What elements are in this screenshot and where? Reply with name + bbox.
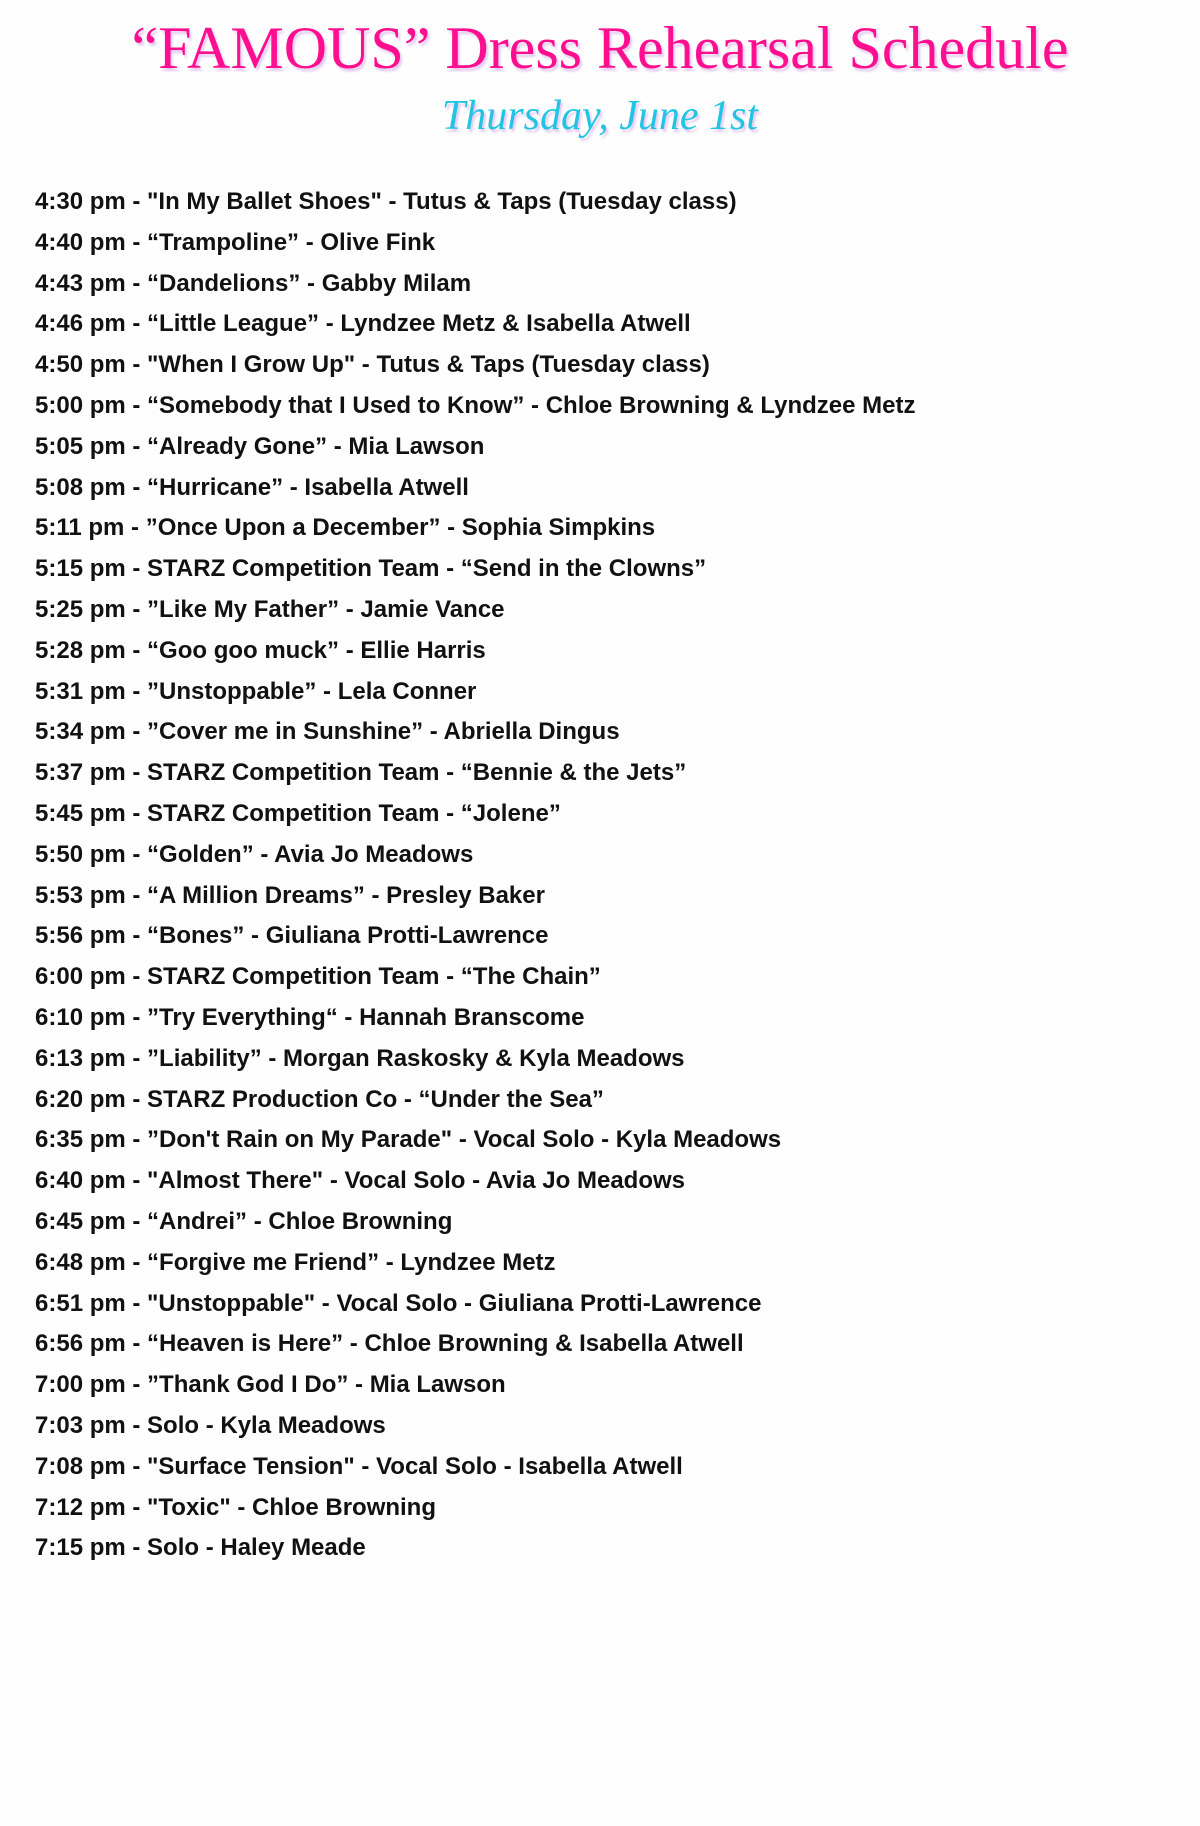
schedule-item: 5:15 pm - STARZ Competition Team - “Send in the Clowns” — [35, 555, 707, 583]
schedule-item: 6:10 pm - ”Try Everything“ - Hannah Branscome — [35, 1003, 585, 1031]
schedule-item: 5:05 pm - “Already Gone” - Mia Lawson — [35, 432, 485, 460]
schedule-item: 6:51 pm - "Unstoppable" - Vocal Solo - Giuliana Protti-Lawrence — [35, 1289, 762, 1317]
schedule-item: 5:08 pm - “Hurricane” - Isabella Atwell — [35, 473, 469, 501]
schedule-list — [35, 186, 916, 1573]
schedule-item: 6:35 pm - ”Don't Rain on My Parade" - Vocal Solo - Kyla Meadows — [35, 1126, 782, 1154]
page-title: “FAMOUS” Dress Rehearsal Schedule — [131, 15, 1069, 81]
schedule-item: 6:13 pm - ”Liability” - Morgan Raskosky & Kyla Meadows — [35, 1044, 685, 1072]
schedule-item: 5:45 pm - STARZ Competition Team - “Jolene” — [35, 799, 561, 827]
schedule-item: 6:56 pm - “Heaven is Here” - Chloe Browning & Isabella Atwell — [35, 1330, 744, 1358]
schedule-item: 5:00 pm - “Somebody that I Used to Know” - Chloe Browning & Lyndzee Metz — [35, 391, 916, 419]
schedule-item: 5:56 pm - “Bones” - Giuliana Protti-Lawrence — [35, 922, 549, 950]
schedule-item: 7:15 pm - Solo - Haley Meade — [35, 1534, 366, 1562]
schedule-item: 5:11 pm - ”Once Upon a December” - Sophia Simpkins — [35, 514, 656, 542]
schedule-item: 7:00 pm - ”Thank God I Do” - Mia Lawson — [35, 1371, 506, 1399]
schedule-item: 7:12 pm - "Toxic" - Chloe Browning — [35, 1493, 437, 1521]
schedule-item: 5:31 pm - ”Unstoppable” - Lela Conner — [35, 677, 477, 705]
schedule-item: 5:37 pm - STARZ Competition Team - “Bennie & the Jets” — [35, 759, 687, 787]
schedule-item: 7:08 pm - "Surface Tension" - Vocal Solo - Isabella Atwell — [35, 1452, 683, 1480]
schedule-item: 5:28 pm - “Goo goo muck” - Ellie Harris — [35, 636, 486, 664]
schedule-item: 5:25 pm - ”Like My Father” - Jamie Vance — [35, 595, 505, 623]
schedule-item: 5:50 pm - “Golden” - Avia Jo Meadows — [35, 840, 474, 868]
schedule-item: 4:30 pm - "In My Ballet Shoes" - Tutus & Taps (Tuesday class) — [35, 188, 737, 215]
schedule-item: 6:45 pm - “Andrei” - Chloe Browning — [35, 1207, 453, 1235]
schedule-item: 4:43 pm - “Dandelions” - Gabby Milam — [35, 269, 472, 297]
schedule-item: 7:03 pm - Solo - Kyla Meadows — [35, 1411, 386, 1439]
schedule-item: 4:50 pm - "When I Grow Up" - Tutus & Taps (Tuesday class) — [35, 351, 710, 379]
schedule-item: 5:53 pm - “A Million Dreams” - Presley Baker — [35, 881, 545, 909]
schedule-item: 4:40 pm - “Trampoline” - Olive Fink — [35, 228, 436, 256]
date-subtitle: Thursday, June 1st — [441, 93, 759, 139]
schedule-item: 6:48 pm - “Forgive me Friend” - Lyndzee Metz — [35, 1248, 556, 1276]
schedule-item: 4:46 pm - “Little League” - Lyndzee Metz & Isabella Atwell — [35, 310, 691, 338]
schedule-item: 6:40 pm - "Almost There" - Vocal Solo - Avia Jo Meadows — [35, 1167, 686, 1195]
schedule-item: 5:34 pm - ”Cover me in Sunshine” - Abriella Dingus — [35, 718, 620, 746]
schedule-item: 6:20 pm - STARZ Production Co - “Under the Sea” — [35, 1085, 604, 1113]
schedule-item: 6:00 pm - STARZ Competition Team - “The Chain” — [35, 963, 601, 991]
